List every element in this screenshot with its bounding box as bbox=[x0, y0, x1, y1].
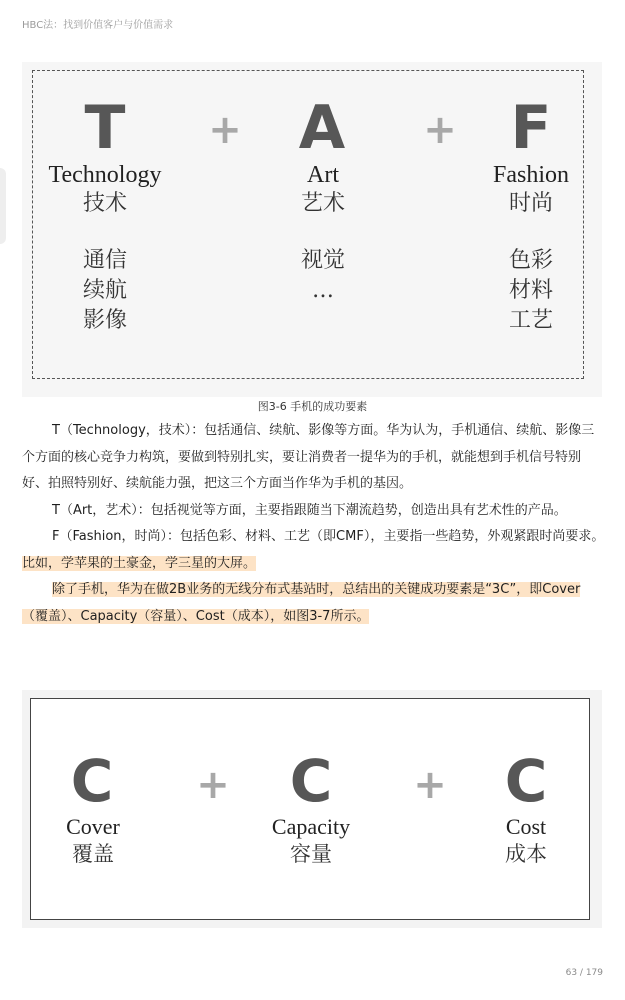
letter-t: T bbox=[84, 93, 126, 163]
plus-sign: + bbox=[423, 107, 457, 153]
label-cover-zh: 覆盖 bbox=[72, 842, 114, 866]
label-fashion-zh: 时尚 bbox=[508, 191, 553, 216]
document-title: HBC法：找到价值客户与价值需求 bbox=[22, 20, 174, 31]
body-text bbox=[22, 418, 606, 630]
figure-caption: 图3-6 手机的成功要素 bbox=[257, 400, 368, 413]
item-material: 材料 bbox=[508, 278, 553, 303]
page-number: 63 / 179 bbox=[565, 968, 603, 978]
item-craft: 工艺 bbox=[508, 308, 553, 333]
plus-sign: + bbox=[413, 762, 447, 808]
highlighted-text[interactable]: 比如，学苹果的土豪金，学三星的大屏。 bbox=[22, 555, 257, 571]
highlighted-text[interactable]: 除了手机，华为在做2B业务的无线分布式基站时，总结出的关键成功要素是“3C”，即Cover（覆盖）、Capacity（容量）、Cost（成本），如图3-7所示。 bbox=[22, 582, 581, 624]
letter-c-cover: C bbox=[70, 747, 114, 815]
label-art-zh: 艺术 bbox=[300, 191, 345, 216]
label-cost-zh: 成本 bbox=[505, 842, 547, 866]
label-cover: Cover bbox=[66, 814, 120, 839]
item-battery: 续航 bbox=[82, 278, 127, 303]
label-technology: Technology bbox=[48, 162, 162, 188]
paragraph-technology: T（Technology，技术）：包括通信、续航、影像等方面。华为认为，手机通信、续航、影像三个方面的核心竞争力构筑，要做到特别扎实，要让消费者一提华为的手机，就能想到手机信号特别好、拍照特别好、续航能力强，把这三个方面当作华为手机的基因。 bbox=[22, 423, 595, 491]
label-capacity-zh: 容量 bbox=[290, 842, 332, 866]
letter-a: A bbox=[298, 93, 346, 163]
item-communication: 通信 bbox=[82, 248, 127, 273]
art-items bbox=[243, 246, 403, 306]
plus-sign: + bbox=[196, 762, 230, 808]
technology-items bbox=[25, 246, 185, 336]
item-color: 色彩 bbox=[508, 248, 553, 273]
label-fashion: Fashion bbox=[492, 162, 569, 188]
paragraph-art: T（Art，艺术）：包括视觉等方面，主要指跟随当下潮流趋势，创造出具有艺术性的产品。 bbox=[52, 502, 567, 518]
label-technology-zh: 技术 bbox=[82, 191, 127, 216]
fashion-items bbox=[451, 246, 611, 336]
label-art: Art bbox=[307, 162, 339, 188]
item-ellipsis: … bbox=[312, 278, 334, 303]
plus-sign: + bbox=[208, 107, 242, 153]
letter-f: F bbox=[510, 93, 552, 163]
paragraph-fashion bbox=[22, 524, 606, 577]
letter-c-capacity: C bbox=[289, 747, 333, 815]
paragraph-fashion-text: F（Fashion，时尚）：包括色彩、材料、工艺（即CMF），主要指一些趋势，外观紧跟时尚要求。 bbox=[52, 529, 605, 544]
side-drawer-handle[interactable] bbox=[0, 168, 6, 244]
item-visual: 视觉 bbox=[300, 248, 345, 273]
label-cost: Cost bbox=[505, 814, 547, 839]
label-capacity: Capacity bbox=[271, 814, 351, 839]
item-imaging: 影像 bbox=[82, 308, 127, 333]
letter-c-cost: C bbox=[504, 747, 548, 815]
paragraph-3c bbox=[22, 577, 606, 630]
